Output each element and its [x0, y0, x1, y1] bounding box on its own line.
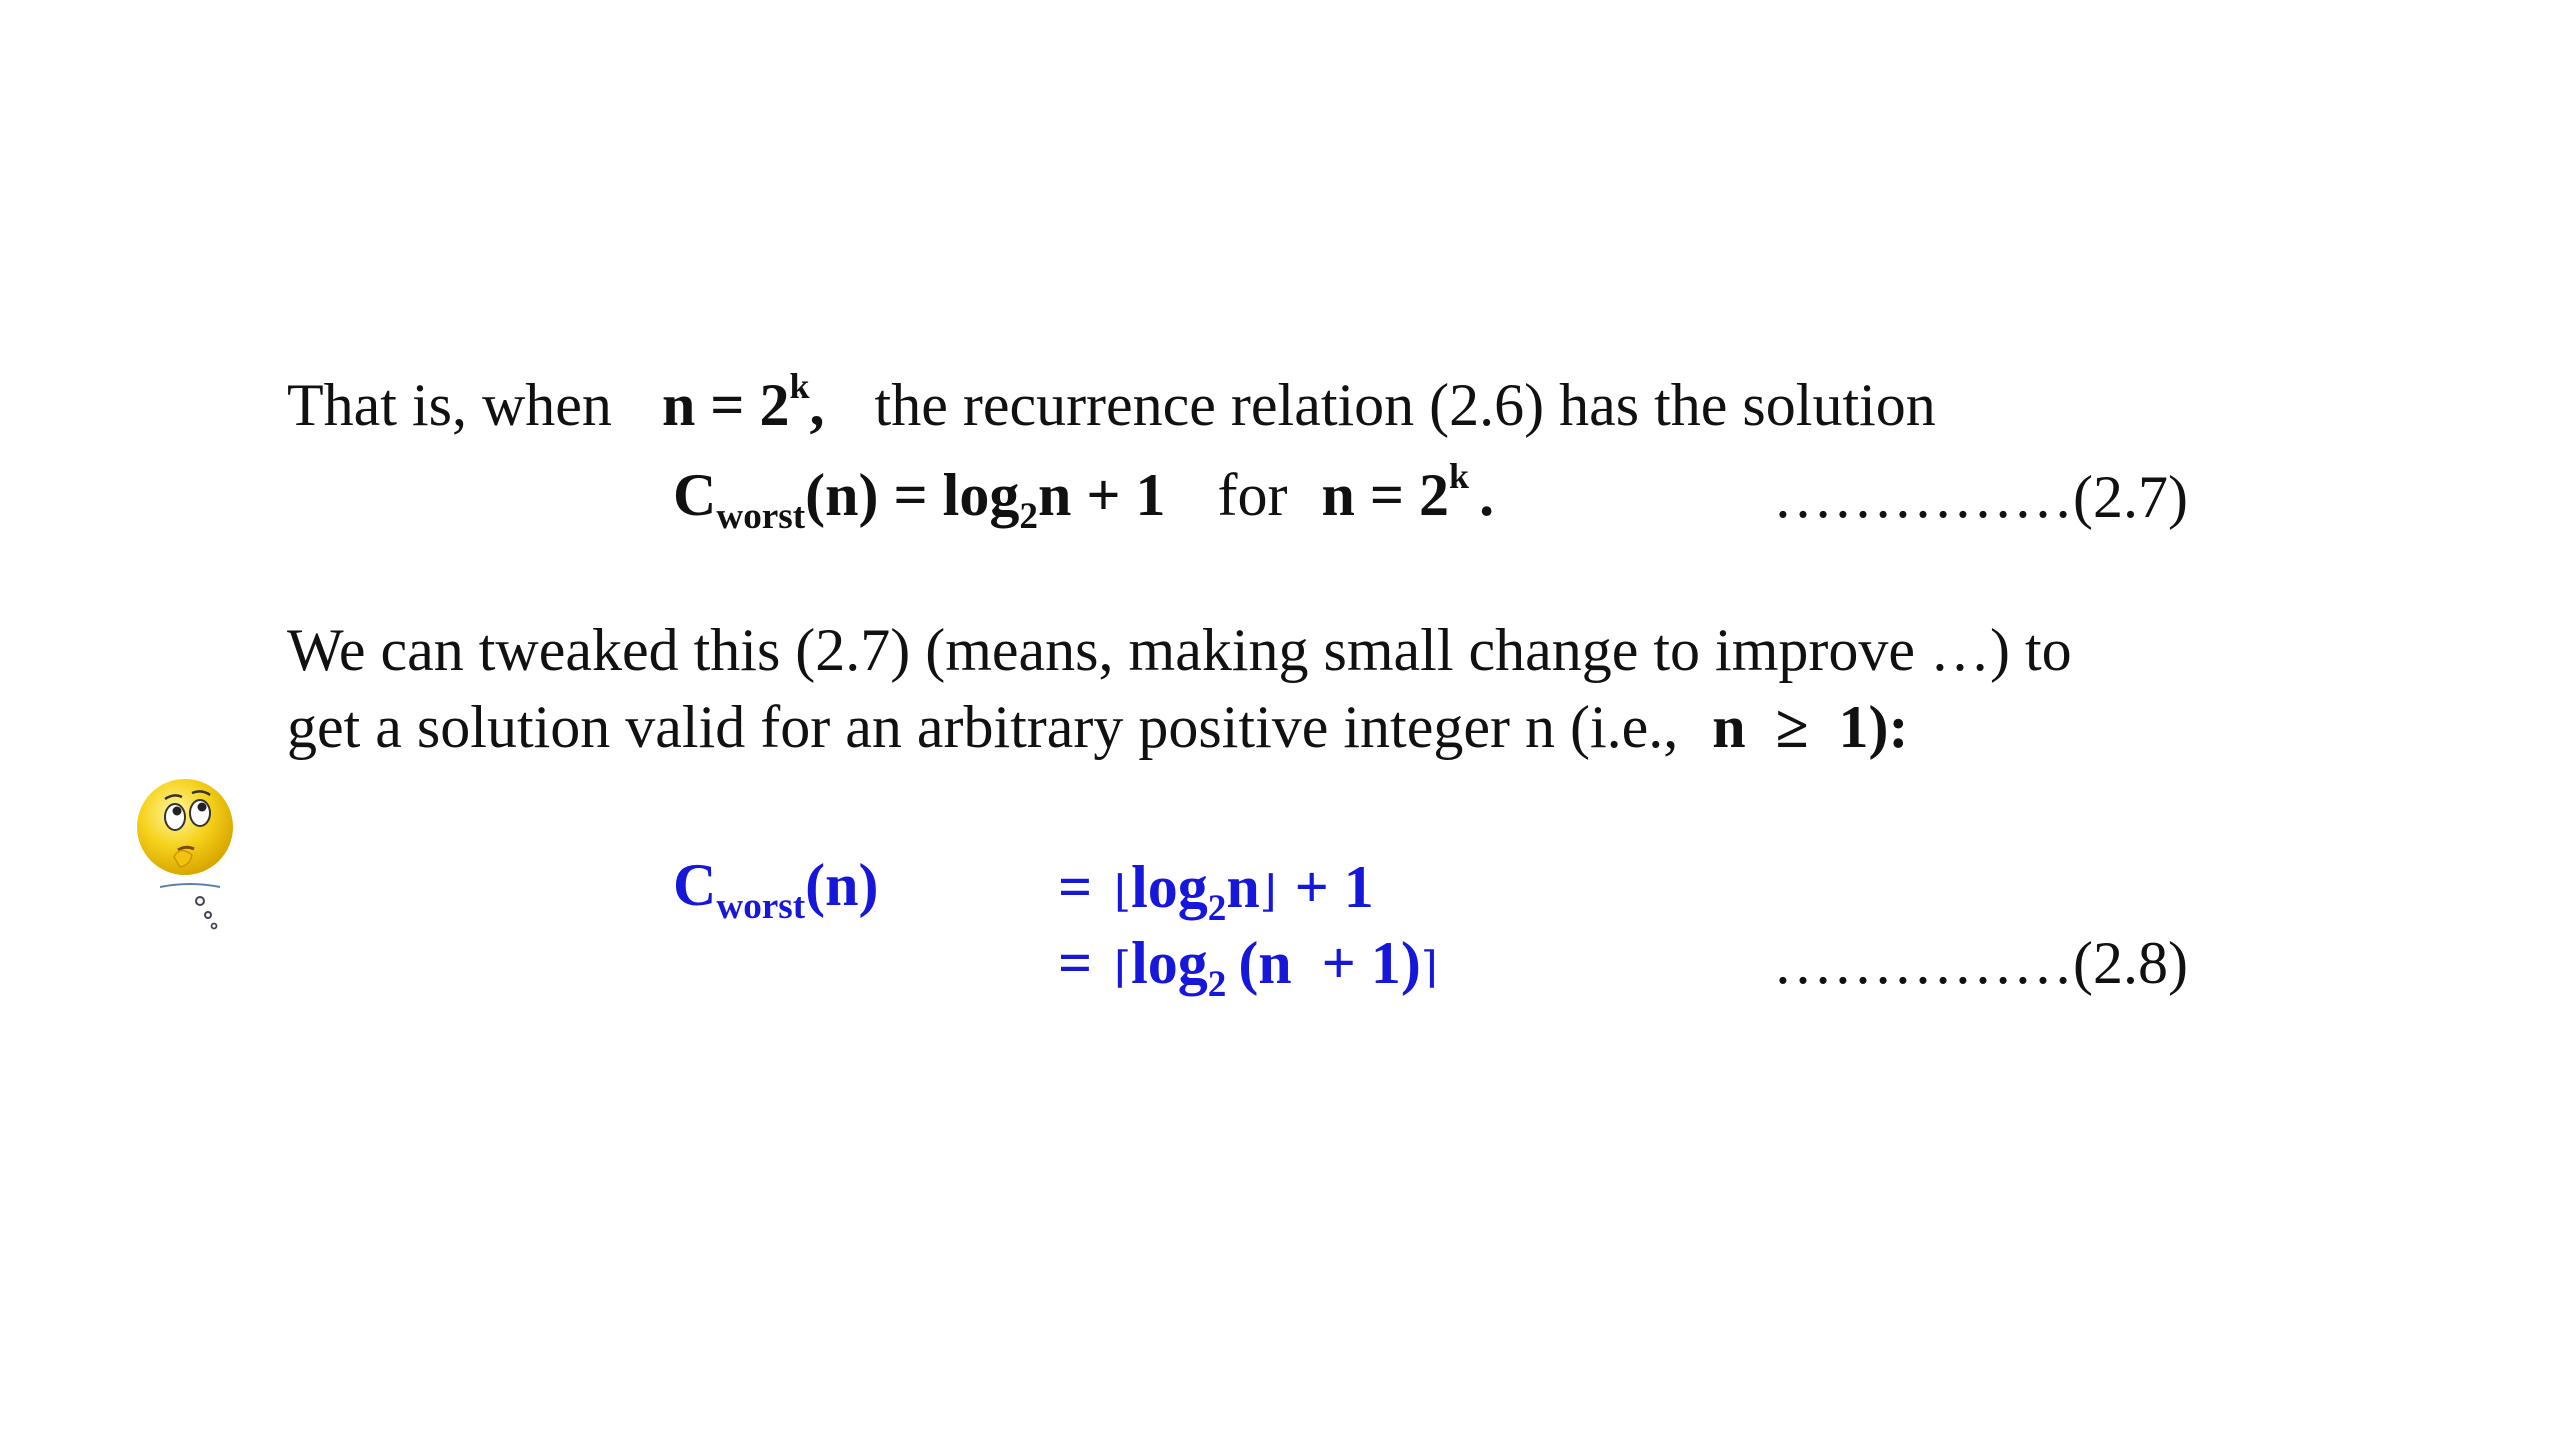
eq28-right-floor: ⌋ [1259, 869, 1277, 917]
para1-prefix: That is, when [287, 372, 612, 438]
equation-number-2-7: ……………(2.7) [1773, 464, 2188, 530]
eq27-lhs: (n) = log [805, 462, 1020, 528]
eq28-row1-equals: = [1058, 854, 1093, 920]
eq28-row2-log-base: 2 [1207, 964, 1227, 1006]
eq27-rhs: n + 1 [1037, 462, 1166, 528]
eq28-left-floor: ⌊ [1114, 869, 1132, 917]
eq27-period: . [1479, 462, 1495, 528]
eq28-left-ceil: ⌈ [1114, 945, 1132, 993]
eq28-right-ceil: ⌉ [1420, 945, 1438, 993]
thinking-face-icon [130, 775, 270, 955]
para1-exponent: k [789, 366, 810, 406]
eq28-c: C [673, 852, 717, 918]
equation-2-8-row-2 [1058, 930, 1438, 1006]
paragraph-2-line-2 [287, 694, 1909, 760]
eq28-row1-log: log [1131, 854, 1208, 920]
para1-suffix: the recurrence relation (2.6) has the solution [874, 372, 1936, 438]
para2-line2-text: get a solution valid for an arbitrary positive integer n (i.e., [287, 694, 1679, 760]
paragraph-2-line-1: We can tweaked this (2.7) (means, making small change to improve …) to [287, 617, 2072, 683]
eq28-row1-plus-one: + 1 [1294, 854, 1374, 920]
eq27-for: for [1217, 462, 1288, 528]
para1-comma: , [809, 372, 825, 438]
eq28-row2-argument: (n + 1) [1238, 930, 1421, 996]
equation-2-7 [673, 456, 1495, 538]
eq27-c: C [673, 462, 717, 528]
eq28-row1-log-base: 2 [1207, 888, 1227, 930]
eq27-log-base: 2 [1019, 496, 1038, 538]
eq28-row2-equals: = [1058, 930, 1093, 996]
eq27-exponent: k [1449, 456, 1470, 496]
equation-2-8-row-1 [1058, 854, 1374, 930]
para1-condition [661, 366, 825, 438]
eq28-n: (n) [805, 852, 879, 918]
para1-n-eq: n = 2 [661, 372, 790, 438]
eq28-worst-subscript: worst [716, 886, 806, 928]
paragraph-1 [287, 366, 1936, 438]
para2-condition: n ≥ 1): [1712, 694, 1909, 760]
equation-number-2-8: ……………(2.8) [1773, 930, 2188, 996]
equation-2-8-lhs [673, 852, 879, 928]
eq27-worst-subscript: worst [716, 496, 806, 538]
eq28-row1-n: n [1226, 854, 1260, 920]
eq27-n-eq: n = 2 [1321, 462, 1450, 528]
eq28-row2-log: log [1131, 930, 1208, 996]
